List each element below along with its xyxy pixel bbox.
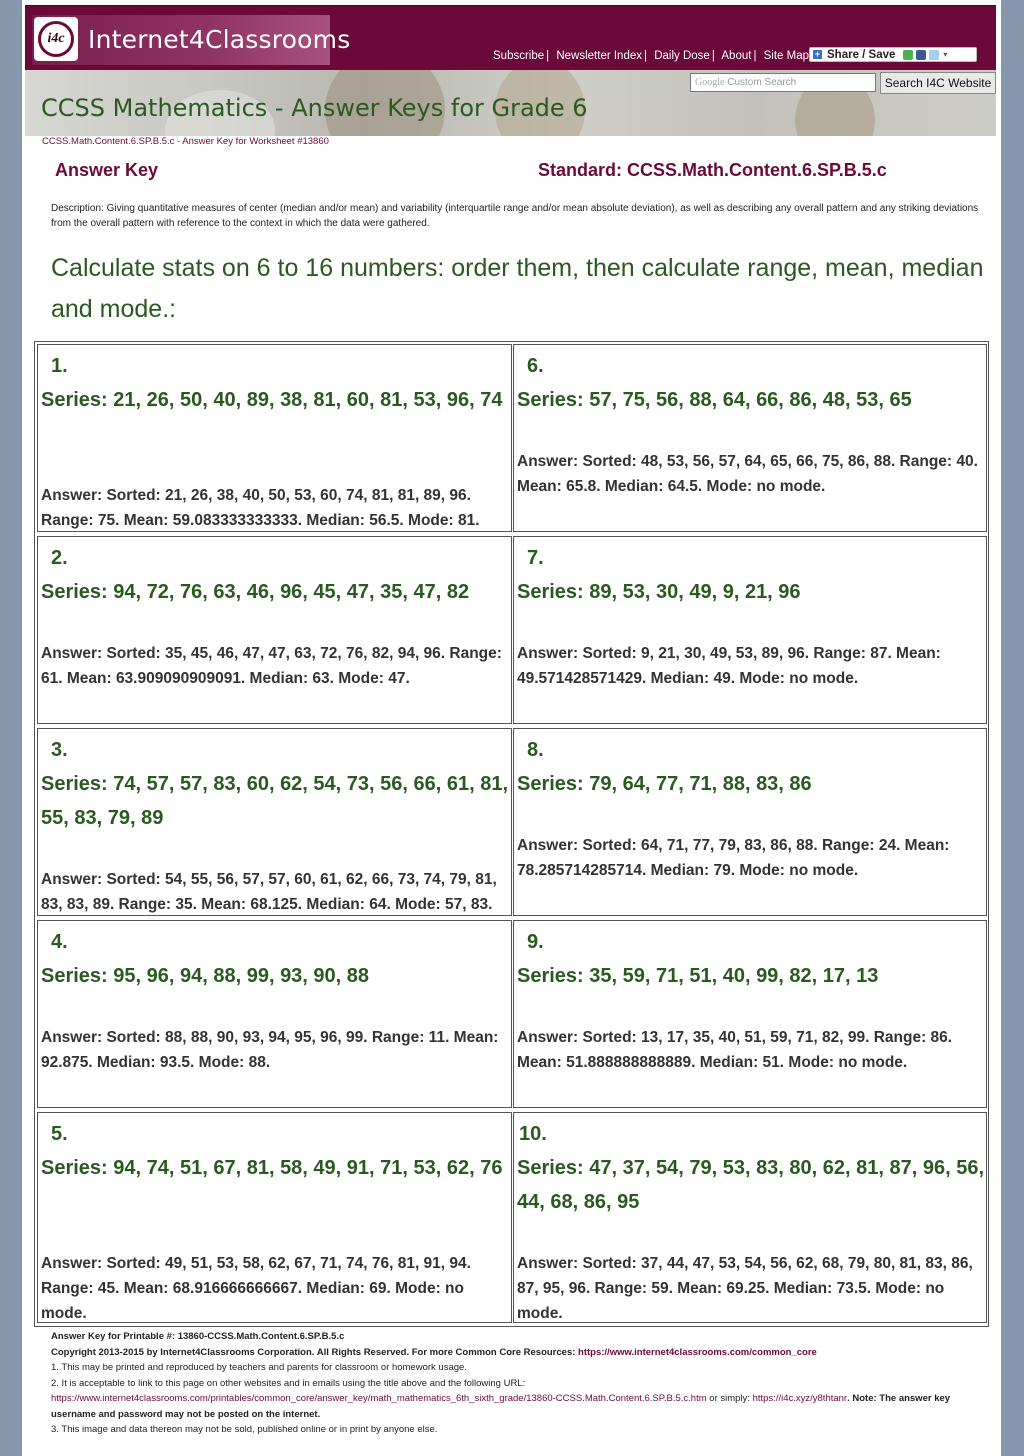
footer-item-2: 2. It is acceptable to link to this page on other websites and in emails using the title above and the following URL: xyxy=(51,1377,526,1389)
share-label: Share / Save xyxy=(827,48,896,61)
problem-answer: Answer: Sorted: 88, 88, 90, 93, 94, 95, 96, 99. Range: 11. Mean: 92.875. Median: 93.5. Mode: 88. xyxy=(41,1029,499,1071)
search-brand: Google xyxy=(695,77,725,88)
footer-item-1: 1. This may be printed and reproduced by teachers and parents for classroom or homework usage. xyxy=(51,1362,467,1373)
logo-badge-text: i4c xyxy=(38,21,74,57)
problem-cell xyxy=(37,536,512,724)
problem-series: Series: 57, 75, 56, 88, 64, 66, 86, 48, 53, 65 xyxy=(517,389,912,411)
common-core-link[interactable]: https://www.internet4classrooms.com/common_core xyxy=(578,1346,817,1358)
problem-series: Series: 79, 64, 77, 71, 88, 83, 86 xyxy=(517,773,812,795)
problem-number: 8. xyxy=(527,739,544,761)
worksheet-heading: Calculate stats on 6 to 16 numbers: order them, then calculate range, mean, median and mode.: xyxy=(51,254,984,323)
standard-label: Standard: CCSS.Math.Content.6.SP.B.5.c xyxy=(538,160,887,180)
footer-or-simply: or simply: xyxy=(706,1393,753,1404)
breadcrumb[interactable]: CCSS.Math.Content.6.SP.B.5.c - Answer Key for Worksheet #13860 xyxy=(42,136,329,147)
facebook-icon xyxy=(916,50,926,60)
problem-cell xyxy=(513,1112,987,1323)
top-nav: Subscribe | Newsletter Index | Daily Dose | About | Site Map xyxy=(493,50,810,62)
standard-description: Description: Giving quantitative measures of center (median and/or mean) and variability (interquartile range and/or mean absolute deviation), as well as describing any overall pattern and any striking deviations from the overall pattern with reference to the context in which the data were gathered. xyxy=(51,203,979,229)
logo-badge xyxy=(34,17,78,61)
problem-number: 7. xyxy=(527,547,544,569)
share-email-icon xyxy=(903,50,913,60)
problem-series: Series: 47, 37, 54, 79, 53, 83, 80, 62, 81, 87, 96, 56, 44, 68, 86, 95 xyxy=(517,1157,985,1213)
problem-answer: Answer: Sorted: 13, 17, 35, 40, 51, 59, 71, 82, 99. Range: 86. Mean: 51.888888888889. Median: 51. Mode: no mode. xyxy=(517,1029,953,1071)
footer-note: . Note: The answer key username and password may not be posted on the internet. xyxy=(51,1393,951,1420)
footer-item-3: 3. This image and data thereon may not be sold, published online or in print by anyone else. xyxy=(51,1424,438,1435)
problem-answer: Answer: Sorted: 21, 26, 38, 40, 50, 53, 60, 74, 81, 81, 89, 96. Range: 75. Mean: 59.083333333333. Median: 56.5. Mode: 81. xyxy=(41,487,480,529)
page-banner xyxy=(25,70,996,136)
nav-link-subscribe[interactable]: Subscribe xyxy=(493,50,545,62)
share-dropdown-icon: ▾ xyxy=(943,50,948,59)
page-title: CCSS Mathematics - Answer Keys for Grade 6 xyxy=(41,94,588,122)
twitter-icon xyxy=(929,50,939,60)
problem-series: Series: 21, 26, 50, 40, 89, 38, 81, 60, 81, 53, 96, 74 xyxy=(41,389,503,411)
problem-number: 6. xyxy=(527,355,544,377)
problem-series: Series: 89, 53, 30, 49, 9, 21, 96 xyxy=(517,581,801,603)
problem-number: 9. xyxy=(527,931,544,953)
problem-cell xyxy=(37,728,512,916)
problem-number: 5. xyxy=(51,1123,68,1145)
site-header xyxy=(25,5,996,71)
search-placeholder: Custom Search xyxy=(727,77,797,88)
footer-copyright-text: Copyright 2013-2015 by Internet4Classrooms Corporation. All Rights Reserved. For more Common Core Resources: xyxy=(51,1346,579,1358)
short-url-link[interactable]: https://i4c.xyz/y8thtanr xyxy=(752,1393,848,1404)
problem-cell xyxy=(513,536,987,724)
share-save-button[interactable] xyxy=(809,47,977,62)
problem-cell xyxy=(513,344,987,532)
problem-number: 1. xyxy=(51,355,68,377)
footer-copyright xyxy=(51,1345,986,1361)
answer-grid xyxy=(34,341,989,1327)
problem-answer: Answer: Sorted: 48, 53, 56, 57, 64, 65, 66, 75, 86, 88. Range: 40. Mean: 65.8. Median: 64.5. Mode: no mode. xyxy=(517,453,978,495)
logo-text: Internet4Classrooms xyxy=(88,25,351,54)
search-input[interactable] xyxy=(690,73,876,92)
problem-cell xyxy=(513,920,987,1108)
problem-cell xyxy=(37,920,512,1108)
nav-link-about[interactable]: About xyxy=(721,50,752,62)
site-logo[interactable] xyxy=(32,15,351,65)
page-footer xyxy=(51,1329,986,1438)
problem-answer: Answer: Sorted: 49, 51, 53, 58, 62, 67, 71, 74, 76, 81, 91, 94. Range: 45. Mean: 68.916666666667. Median: 69. Mode: no mode. xyxy=(41,1255,471,1322)
nav-link-newsletter-index[interactable]: Newsletter Index xyxy=(556,50,642,62)
problem-answer: Answer: Sorted: 9, 21, 30, 49, 53, 89, 96. Range: 87. Mean: 49.571428571429. Median: 49. Mode: no mode. xyxy=(517,645,941,687)
worksheet-url-link[interactable]: https://www.internet4classrooms.com/printables/common_core/answer_key/math_mathematics_6th_sixth_grade/13860-CCSS.Math.Content.6.SP.B.5.c.htm xyxy=(51,1393,707,1404)
problem-series: Series: 94, 72, 76, 63, 46, 96, 45, 47, 35, 47, 82 xyxy=(41,581,470,603)
problem-cell xyxy=(37,344,512,532)
problem-number: 3. xyxy=(51,739,68,761)
problem-series: Series: 94, 74, 51, 67, 81, 58, 49, 91, 71, 53, 62, 76 xyxy=(41,1157,503,1179)
problem-answer: Answer: Sorted: 54, 55, 56, 57, 57, 60, 61, 62, 66, 73, 74, 79, 81, 83, 83, 89. Range: 35. Mean: 68.125. Median: 64. Mode: 57, 83. xyxy=(41,871,497,913)
nav-link-site-map[interactable]: Site Map xyxy=(763,50,810,62)
problem-series: Series: 35, 59, 71, 51, 40, 99, 82, 17, 13 xyxy=(517,965,879,987)
problem-series: Series: 74, 57, 57, 83, 60, 62, 54, 73, 56, 66, 61, 81, 55, 83, 79, 89 xyxy=(41,773,509,829)
answer-key-label: Answer Key xyxy=(55,160,159,180)
nav-link-daily-dose[interactable]: Daily Dose xyxy=(654,50,710,62)
problem-answer: Answer: Sorted: 35, 45, 46, 47, 47, 63, 72, 76, 82, 94, 96. Range: 61. Mean: 63.909090909091. Median: 63. Mode: 47. xyxy=(41,645,502,687)
problem-number: 4. xyxy=(51,931,68,953)
search-button[interactable]: Search I4C Website xyxy=(880,72,996,94)
problem-number: 10. xyxy=(519,1123,547,1145)
problem-answer: Answer: Sorted: 64, 71, 77, 79, 83, 86, 88. Range: 24. Mean: 78.285714285714. Median: 79. Mode: no mode. xyxy=(517,837,950,879)
problem-series: Series: 95, 96, 94, 88, 99, 93, 90, 88 xyxy=(41,965,370,987)
footer-printable-id: Answer Key for Printable #: 13860-CCSS.Math.Content.6.SP.B.5.c xyxy=(51,1331,345,1342)
footer-item-2-urls xyxy=(51,1391,986,1422)
problem-cell xyxy=(37,1112,512,1323)
problem-cell xyxy=(513,728,987,916)
share-plus-icon: + xyxy=(814,49,821,59)
problem-number: 2. xyxy=(51,547,68,569)
problem-answer: Answer: Sorted: 37, 44, 47, 53, 54, 56, 62, 68, 79, 80, 81, 83, 86, 87, 95, 96. Range: 59. Mean: 69.25. Median: 73.5. Mode: no mode. xyxy=(517,1255,973,1322)
